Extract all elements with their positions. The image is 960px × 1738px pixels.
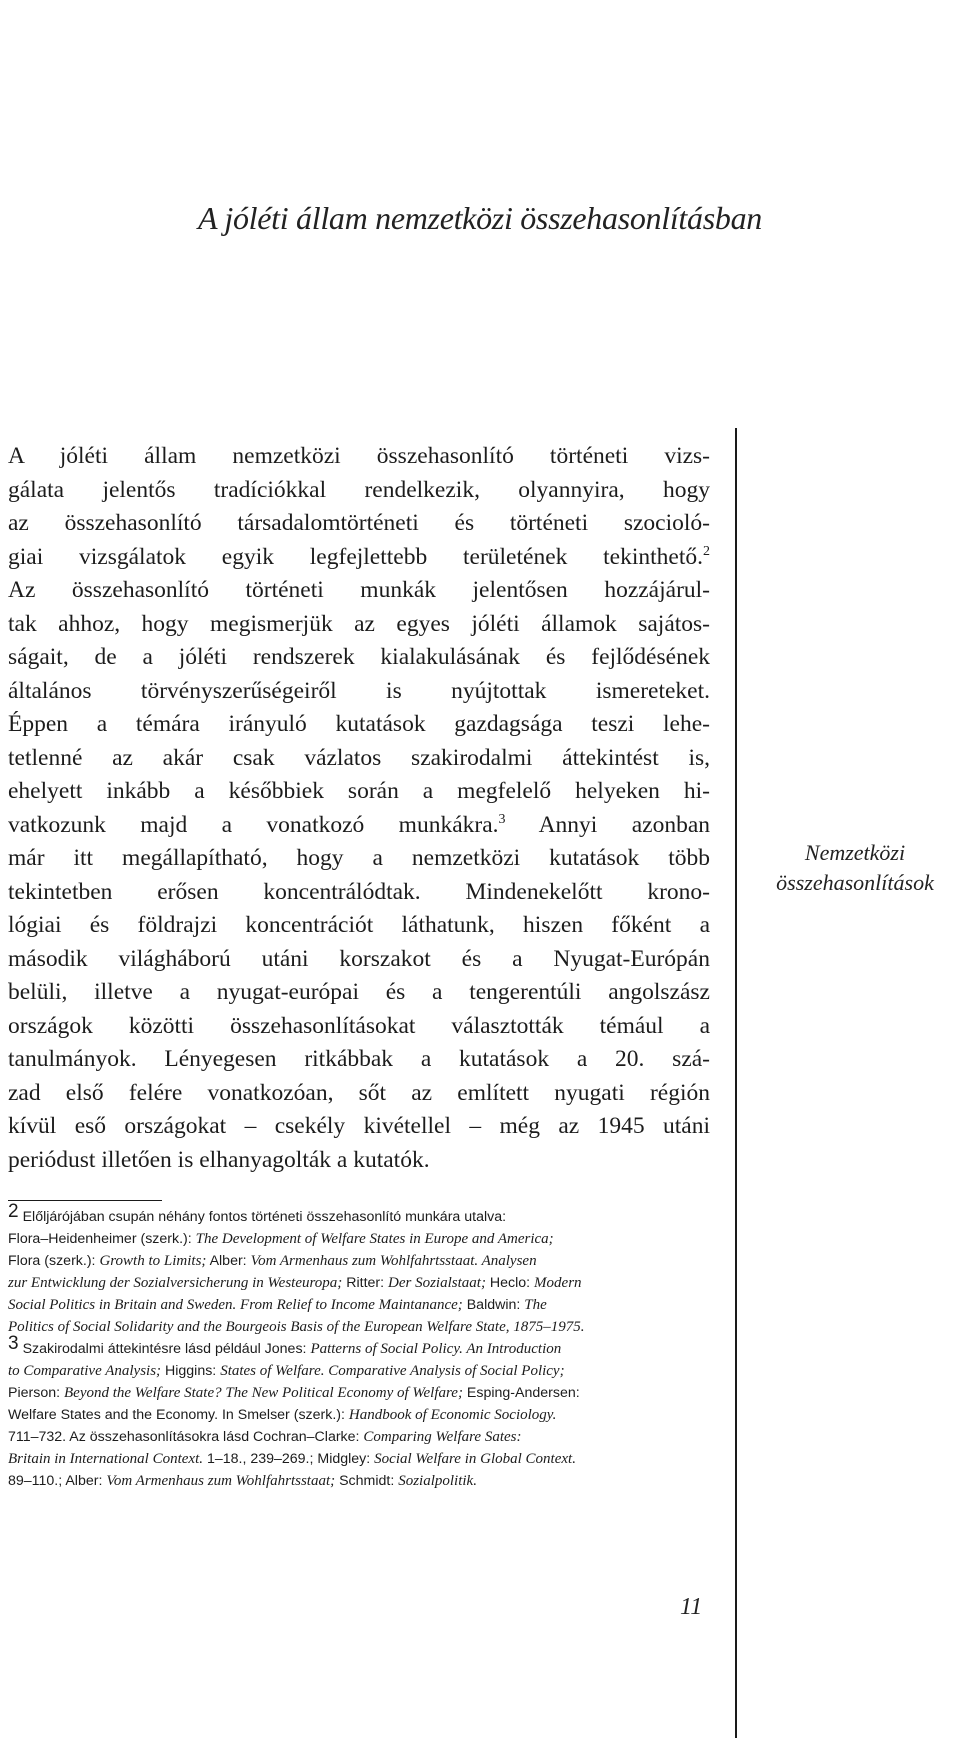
footnote-text: Alber: — [206, 1253, 251, 1269]
footnote-title: Vom Armenhaus zum Wohlfahrtsstaat. Analysen — [250, 1253, 537, 1269]
footnote-text: Baldwin: — [462, 1297, 525, 1313]
body-line: Éppen a témára irányuló kutatások gazdagsága teszi lehe- — [8, 711, 710, 737]
body-line: tanulmányok. Lényegesen ritkábbak a kutatások a 20. szá- — [8, 1046, 710, 1072]
footnote-title: States of Welfare. Comparative Analysis of Social Policy; — [220, 1363, 565, 1379]
body-line: belüli, illetve a nyugat-európai és a tengerentúli angolszász — [8, 979, 710, 1005]
margin-note — [750, 838, 960, 898]
footnote-separator — [8, 1200, 162, 1201]
body-line-text: vatkozunk majd a vonatkozó munkákra. — [8, 811, 499, 838]
footnote-2-line — [8, 1316, 710, 1338]
footnote-number: 2 — [8, 1201, 19, 1222]
body-line: ságait, de a jóléti rendszerek kialakulásának és fejlődésének — [8, 644, 710, 670]
body-line: már itt megállapítható, hogy a nemzetközi kutatások több — [8, 845, 710, 871]
footnote-title: Social Welfare in Global Context. — [374, 1451, 576, 1467]
footnote-text: Heclo: — [485, 1275, 535, 1291]
footnote-text: Welfare States and the Economy. In Smelser (szerk.): — [8, 1407, 349, 1423]
footnote-text: 89–110.; Alber: — [8, 1473, 107, 1489]
body-line: ehelyett inkább a későbbiek során a megfelelő helyeken hi- — [8, 778, 710, 804]
body-line: periódust illetően is elhanyagolták a kutatók. — [8, 1146, 430, 1173]
body-line: gálata jelentős tradíciókkal rendelkezik, olyannyira, hogy — [8, 476, 710, 503]
body-line: Az összehasonlító történeti munkák jelentősen hozzájárul- — [8, 577, 710, 603]
footnote-title: Beyond the Welfare State? The New Political Economy of Welfare; — [64, 1385, 463, 1401]
body-line: lógiai és földrajzi koncentrációt láthatunk, hiszen főként a — [8, 912, 710, 938]
body-line: kívül eső országokat – csekély kivétellel – még az 1945 utáni — [8, 1113, 710, 1139]
footnote-title: Comparing Welfare Sates: — [363, 1429, 522, 1445]
footnote-2-line — [8, 1272, 710, 1294]
footnote-title: Vom Armenhaus zum Wohlfahrtsstaat; — [106, 1473, 336, 1489]
body-line: tetlenné az akár csak vázlatos szakirodalmi áttekintést is, — [8, 744, 710, 771]
body-line-text: giai vizsgálatok egyik legfejlettebb területének tekinthető. — [8, 543, 703, 570]
footnote-3-line — [8, 1448, 710, 1470]
body-line — [8, 541, 710, 575]
footnote-text: Előljárójában csupán néhány fontos történeti összehasonlító munkára utalva: — [22, 1209, 507, 1225]
body-line: második világháború utáni korszakot és a Nyugat-Európán — [8, 945, 710, 972]
body-line: A jóléti állam nemzetközi összehasonlító történeti vizs- — [8, 443, 710, 469]
body-line-tail: Annyi azonban — [505, 811, 710, 838]
page-number: 11 — [680, 1594, 703, 1620]
body-line — [8, 809, 710, 843]
body-line: tak ahhoz, hogy megismerjük az egyes jóléti államok sajátos- — [8, 610, 710, 637]
body-line: országok közötti összehasonlításokat választották témául a — [8, 1012, 710, 1039]
footnote-title: Der Sozialstaat; — [388, 1275, 486, 1291]
footnote-title: Handbook of Economic Sociology. — [348, 1407, 557, 1423]
footnote-text: 1–18., 239–269.; Midgley: — [203, 1451, 375, 1467]
body-line: zad első felére vonatkozóan, sőt az említett nyugati régión — [8, 1079, 710, 1106]
footnote-text: Ritter: — [342, 1275, 389, 1291]
footnote-3-line — [8, 1333, 710, 1360]
footnote-2-line — [8, 1228, 710, 1250]
footnote-title: Growth to Limits; — [99, 1253, 207, 1269]
footnote-title: Britain in International Context. — [8, 1451, 203, 1467]
footnote-text: Pierson: — [8, 1385, 64, 1401]
footnote-title: to Comparative Analysis; — [8, 1363, 162, 1379]
footnote-title: Social Politics in Britain and Sweden. From Relief to Income Maintanance; — [8, 1297, 463, 1313]
footnote-text: Schmidt: — [335, 1473, 399, 1489]
footnote-title: The Development of Welfare States in Europe and America; — [195, 1231, 554, 1247]
body-line: tekintetben erősen koncentrálódtak. Mindenekelőtt krono- — [8, 878, 710, 905]
footnote-title: The — [524, 1297, 547, 1313]
footnote-text: Esping-Andersen: — [462, 1385, 580, 1401]
margin-note-line: Nemzetközi — [804, 840, 906, 865]
footnote-2-line — [8, 1201, 710, 1228]
margin-rule — [735, 428, 737, 1738]
footnote-3-line — [8, 1404, 710, 1426]
footnote-2-line — [8, 1294, 710, 1316]
footnote-title: Politics of Social Solidarity and the Bourgeois Basis of the European Welfare State, 1875–1975. — [8, 1319, 585, 1335]
body-paragraph — [8, 440, 710, 1177]
footnote-text: Flora–Heidenheimer (szerk.): — [8, 1231, 196, 1247]
footnotes — [8, 1201, 710, 1492]
footnote-3-line — [8, 1426, 710, 1448]
footnote-text: 711–732. Az összehasonlításokra lásd Cochran–Clarke: — [8, 1429, 364, 1445]
body-line: az összehasonlító társadalomtörténeti és történeti szocioló- — [8, 510, 710, 536]
footnote-title: Modern — [534, 1275, 582, 1291]
body-line: általános törvényszerűségeiről is nyújtottak ismereteket. — [8, 677, 710, 704]
footnote-title: zur Entwicklung der Sozialversicherung in Westeuropa; — [8, 1275, 343, 1291]
footnote-number: 3 — [8, 1333, 19, 1354]
footnote-text: Flora (szerk.): — [8, 1253, 100, 1269]
footnote-ref-3[interactable]: 3 — [498, 811, 506, 827]
footnote-text: Szakirodalmi áttekintésre lásd például Jones: — [22, 1341, 311, 1357]
chapter-title: A jóléti állam nemzetközi összehasonlításban — [198, 200, 762, 236]
footnote-3-line — [8, 1382, 710, 1404]
footnote-title: Patterns of Social Policy. An Introduction — [310, 1341, 562, 1357]
footnote-2-line — [8, 1250, 710, 1272]
footnote-3-line — [8, 1470, 710, 1492]
footnote-text: Higgins: — [161, 1363, 221, 1379]
footnote-3-line — [8, 1360, 710, 1382]
footnote-ref-2[interactable]: 2 — [703, 543, 710, 559]
margin-note-line: összehasonlítások — [776, 870, 934, 895]
footnote-title: Sozialpolitik. — [398, 1473, 477, 1489]
